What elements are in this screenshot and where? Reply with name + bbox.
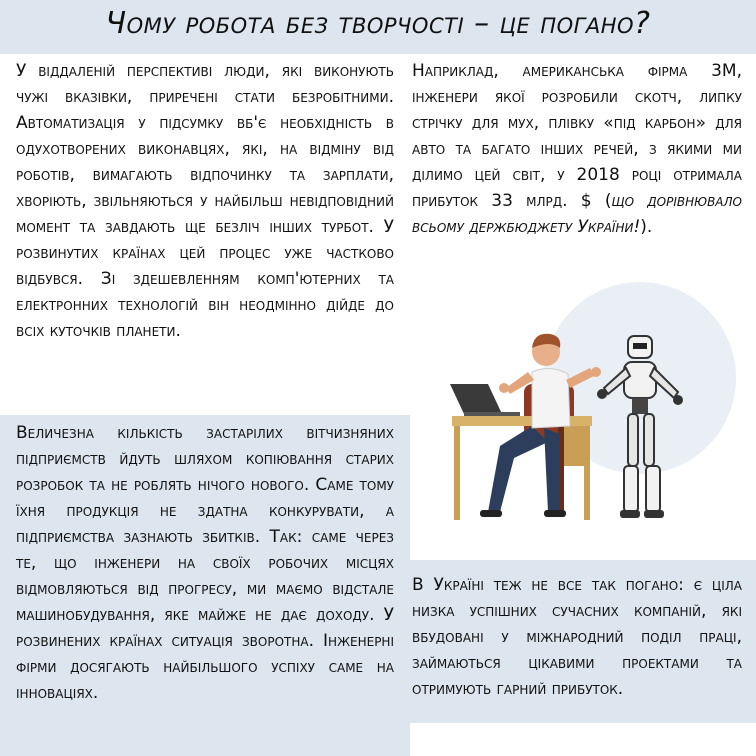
robot-leg-left [628,414,638,466]
man-and-robot-illustration [440,276,756,526]
robot-shin-right [646,466,660,512]
paragraph-left-top: У віддаленій перспективі люди, які виконують чужі вказівки, приречені стати безробітними. Автоматизація у підсумку вб'є необхідність в одухотворених виконавцях, які, на відміну від роботів, вимагають відпочинку та зарплати, хворіють, звільняються у найбільш невідповідний момент та завдають ще безліч інших турбот. У розвинутих країнах цей процес уже частково відбувся. Зі здешевленням комп'ютерних та електронних технологій він неодмінно дійде до всіх куточків планети. [16,61,394,341]
man-shoe-left [480,510,502,517]
robot-shin-left [624,466,638,512]
page-title: Чому робота без творчості – це погано? [105,6,651,41]
robot-torso [624,362,656,398]
man-hand-right [591,367,601,377]
man-hand-left [499,383,509,393]
robot-leg-right [644,414,654,466]
laptop-base [464,412,520,416]
robot-waist [632,398,648,414]
paragraph-right-top-italic: що дорівнювало всьому держбюджету України! [412,191,742,237]
desk-top [452,416,592,426]
paragraph-right-top-end: ). [640,217,653,237]
man-shoe-right [544,510,566,517]
desk-leg-left [454,426,460,520]
desk-drawer [564,426,588,466]
paragraph-left-bottom: Величезна кількість застарілих вітчизняних підприємств йдуть шляхом копіювання старих розробок та не роблять нічого нового. Саме тому їхня продукція не здатна конкурувати, а підприємства зазнають збитків. Так: саме через те, що інженери на своїх робочих місцях відмовляються від прогресу, ми маємо відстале машинобудування, яке майже не дає доходу. У розвинених країнах ситуація зворотна. Інженерні фірми досягають найбільшого успіху саме на інноваціях. [16,423,394,703]
robot-foot-left [620,510,640,518]
robot-visor [633,343,647,349]
paragraph-right-top-main: Наприклад, американська фірма 3M, інженери якої розробили скотч, липку стрічку для мух, плівку «під карбон» для авто та багато інших речей, з якими ми ділимо цей світ, у 2018 році отримала прибуток 33 млрд. $ ( [412,61,742,211]
paragraph-right-top [412,58,742,240]
man-shirt [532,368,570,428]
robot-foot-right [644,510,664,518]
laptop-screen [450,384,502,414]
man-leg-left [488,426,548,512]
robot-hand-left [597,389,607,399]
robot-hand-right [673,395,683,405]
man-leg-right [544,428,560,512]
paragraph-right-bottom: В Україні теж не все так погано: є ціла низка успішних сучасних компаній, які вбудовані у міжнародний поділ праці, займаються цікавими проектами та отримують гарний прибуток. [412,575,742,699]
